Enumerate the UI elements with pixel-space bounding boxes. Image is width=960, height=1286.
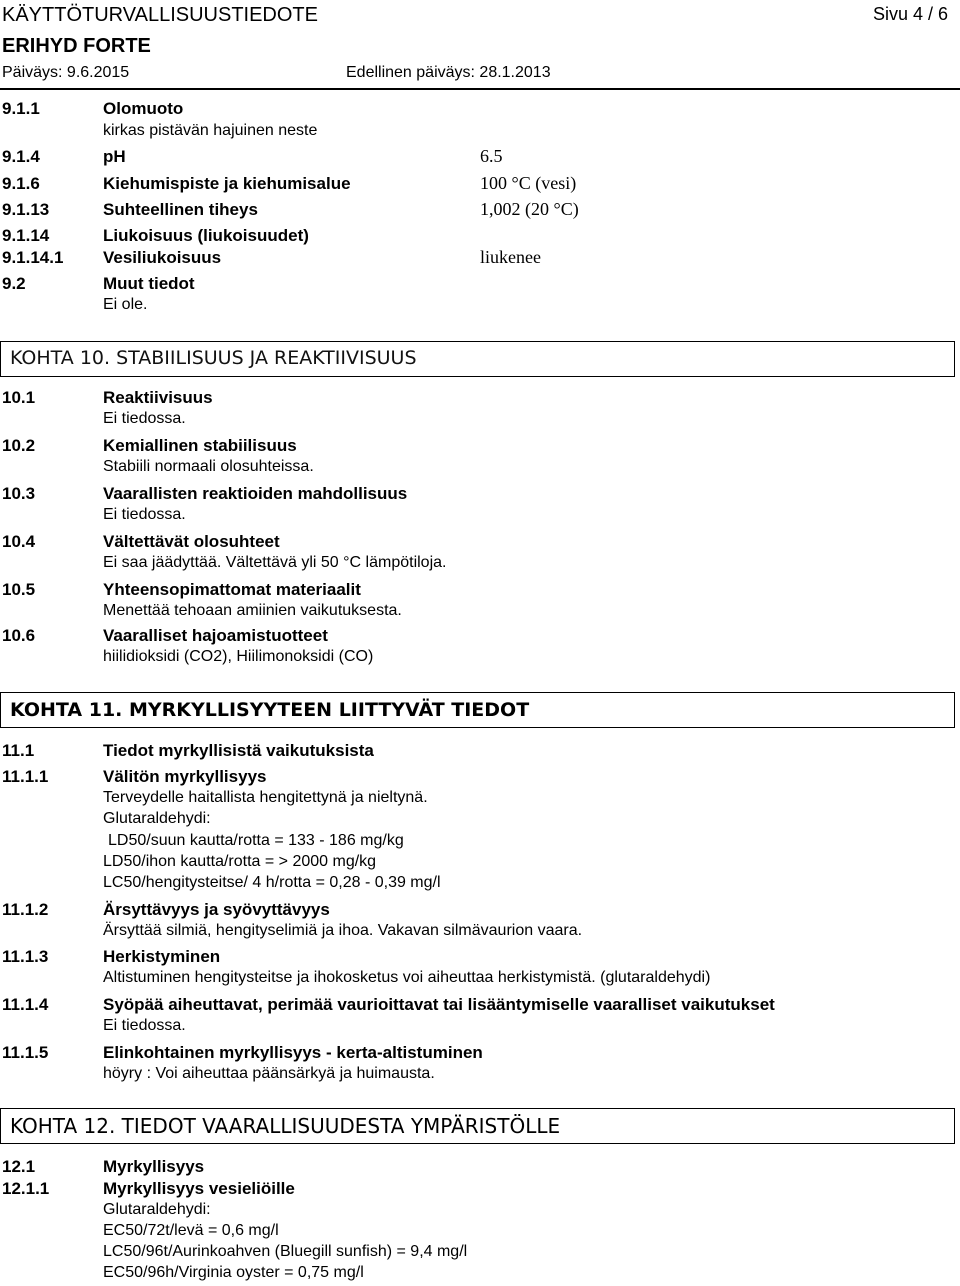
item-title: Vaarallisten reaktioiden mahdollisuus (103, 484, 408, 503)
item-text: Ei tiedossa. (103, 410, 186, 427)
item-number: 9.1.14.1 (2, 248, 64, 267)
item-value: liukenee (480, 247, 541, 267)
section-heading-text: KOHTA 10. STABIILISUUS JA REAKTIIVISUUS (10, 347, 417, 369)
item-number: 9.1.14 (2, 226, 50, 245)
document-title: KÄYTTÖTURVALLISUUSTIEDOTE (2, 4, 318, 26)
item-text: Altistuminen hengitysteitse ja ihokosketus voi aiheuttaa herkistymistä. (glutaraldehydi) (103, 969, 711, 986)
item-title: Vesiliukoisuus (103, 248, 222, 267)
item-value: 100 °C (vesi) (480, 173, 577, 193)
item-text: LC50/hengitysteitse/ 4 h/rotta = 0,28 - 0,39 mg/l (103, 874, 441, 891)
item-number: 10.5 (2, 580, 36, 599)
section-heading-text: KOHTA 12. TIEDOT VAARALLISUUDESTA YMPÄRISTÖLLE (10, 1114, 561, 1138)
item-text: LD50/suun kautta/rotta = 133 - 186 mg/kg (108, 832, 404, 849)
item-text: kirkas pistävän hajuinen neste (103, 122, 318, 139)
item-text: Ärsyttää silmiä, hengityselimiä ja ihoa. Vakavan silmävaurion vaara. (103, 922, 583, 939)
item-number: 9.1.6 (2, 174, 40, 193)
item-title: Ärsyttävyys ja syövyttävyys (103, 900, 330, 919)
item-number: 10.1 (2, 388, 36, 407)
item-number: 10.3 (2, 484, 36, 503)
item-number: 10.2 (2, 436, 36, 455)
item-text: LC50/96t/Aurinkoahven (Bluegill sunfish) = 9,4 mg/l (103, 1243, 468, 1260)
item-number: 11.1 (2, 741, 35, 760)
section-12-heading (0, 1108, 955, 1144)
item-title: Myrkyllisyys vesieliöille (103, 1179, 295, 1198)
item-title: Yhteensopimattomat materiaalit (103, 580, 361, 599)
item-text: Terveydelle haitallista hengitettynä ja nieltynä. (103, 789, 428, 806)
item-value: 6.5 (480, 146, 503, 166)
previous-date: Edellinen päiväys: 28.1.2013 (346, 64, 551, 81)
item-text: EC50/96h/Virginia oyster = 0,75 mg/l (103, 1264, 364, 1281)
page-number: Sivu 4 / 6 (873, 4, 949, 24)
item-text: höyry : Voi aiheuttaa päänsärkyä ja huimausta. (103, 1065, 435, 1082)
item-number: 11.1.2 (2, 900, 49, 919)
item-title: Liukoisuus (liukoisuudet) (103, 226, 309, 245)
item-title: Kiehumispiste ja kiehumisalue (103, 174, 351, 193)
item-text: Menettää tehoaan amiinien vaikutuksesta. (103, 602, 402, 619)
item-number: 10.4 (2, 532, 36, 551)
item-text: LD50/ihon kautta/rotta = > 2000 mg/kg (103, 853, 377, 870)
item-number: 9.1.1 (2, 99, 40, 118)
item-text: Ei saa jäädyttää. Vältettävä yli 50 °C lämpötiloja. (103, 554, 447, 571)
section-10-heading (0, 341, 955, 377)
item-number: 11.1.3 (2, 947, 49, 966)
revision-date: Päiväys: 9.6.2015 (2, 64, 130, 81)
item-text: Ei tiedossa. (103, 506, 186, 523)
section-11-heading (0, 692, 955, 728)
item-title: Suhteellinen tiheys (103, 200, 258, 219)
item-number: 9.2 (2, 274, 26, 293)
item-title: Syöpää aiheuttavat, perimää vaurioittavat tai lisääntymiselle vaaralliset vaikutukset (103, 995, 775, 1014)
item-text: Ei tiedossa. (103, 1017, 186, 1034)
item-number: 12.1 (2, 1157, 36, 1176)
item-title: Herkistyminen (103, 947, 221, 966)
header-rule (0, 88, 960, 90)
item-title: Tiedot myrkyllisistä vaikutuksista (103, 741, 374, 760)
item-value: 1,002 (20 °C) (480, 199, 579, 219)
item-number: 9.1.4 (2, 147, 40, 166)
item-title: Reaktiivisuus (103, 388, 213, 407)
section-heading-text: KOHTA 11. MYRKYLLISYYTEEN LIITTYVÄT TIEDOT (10, 699, 530, 721)
item-number: 11.1.4 (2, 995, 49, 1014)
item-title: Kemiallinen stabiilisuus (103, 436, 297, 455)
product-name: ERIHYD FORTE (2, 35, 151, 57)
item-number: 10.6 (2, 626, 36, 645)
item-number: 11.1.1 (2, 767, 49, 786)
item-text: Ei ole. (103, 296, 148, 313)
item-title: Välitön myrkyllisyys (103, 767, 267, 786)
item-text: Stabiili normaali olosuhteissa. (103, 458, 314, 475)
item-title: Vaaralliset hajoamistuotteet (103, 626, 328, 645)
item-title: Vältettävät olosuhteet (103, 532, 280, 551)
item-title: Muut tiedot (103, 274, 195, 293)
item-number: 9.1.13 (2, 200, 50, 219)
item-title: Olomuoto (103, 99, 184, 118)
item-number: 11.1.5 (2, 1043, 49, 1062)
item-title: Myrkyllisyys (103, 1157, 205, 1176)
item-text: hiilidioksidi (CO2), Hiilimonoksidi (CO) (103, 648, 374, 665)
item-number: 12.1.1 (2, 1179, 50, 1198)
item-text: Glutaraldehydi: (103, 810, 211, 827)
item-text: EC50/72t/levä = 0,6 mg/l (103, 1222, 279, 1239)
item-text: Glutaraldehydi: (103, 1201, 211, 1218)
item-title: Elinkohtainen myrkyllisyys - kerta-altistuminen (103, 1043, 483, 1062)
item-title: pH (103, 147, 126, 166)
